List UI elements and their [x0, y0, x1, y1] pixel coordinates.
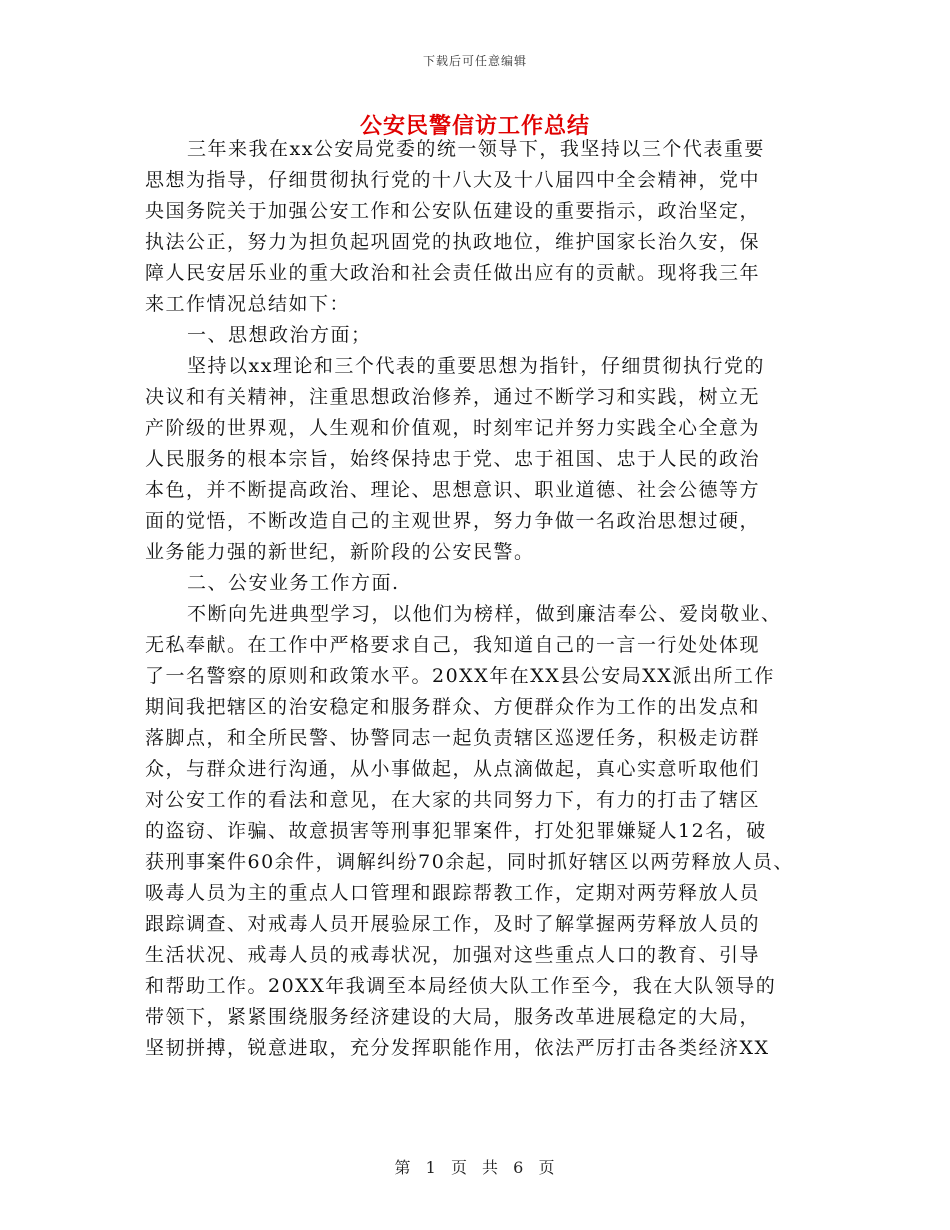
body-line: 跟踪调查、对戒毒人员开展验尿工作，及时了解掌握两劳释放人员的: [145, 913, 761, 935]
total-pages-number: 6: [513, 1158, 525, 1177]
page-label-suffix: 页: [538, 1158, 556, 1177]
body-line: 执法公正，努力为担负起巩固党的执政地位，维护国家长治久安，保: [145, 231, 761, 253]
body-line: 三年来我在xx公安局党委的统一领导下，我坚持以三个代表重要: [187, 138, 765, 160]
body-line: 来工作情况总结如下：: [145, 293, 351, 315]
document-title: 公安民警信访工作总结: [359, 113, 590, 139]
body-line: 生活状况、戒毒人员的戒毒状况，加强对这些重点人口的教育、引导: [145, 944, 761, 966]
document-body: [145, 134, 835, 1064]
body-line: 不断向先进典型学习，以他们为榜样，做到廉洁奉公、爱岗敬业、: [187, 603, 782, 625]
body-line: 面的觉悟，不断改造自己的主观世界，努力争做一名政治思想过硬，: [145, 510, 761, 532]
body-line: 带领下，紧紧围绕服务经济建设的大局，服务改革进展稳定的大局，: [145, 1006, 761, 1028]
body-line: 的盗窃、诈骗、故意损害等刑事犯罪案件，打处犯罪嫌疑人12名，破: [145, 820, 767, 842]
total-label: 共: [482, 1158, 500, 1177]
body-line: 和帮助工作。20XX年我调至本局经侦大队工作至今，我在大队领导的: [145, 975, 777, 997]
page-footer: [0, 1155, 950, 1178]
body-line: 思想为指导，仔细贯彻执行党的十八大及十八届四中全会精神，党中: [145, 169, 761, 191]
body-line: 央国务院关于加强公安工作和公安队伍建设的重要指示，政治坚定，: [145, 200, 761, 222]
body-line: 坚持以xx理论和三个代表的重要思想为指针，仔细贯彻执行党的: [187, 355, 765, 377]
body-line: 了一名警察的原则和政策水平。20XX年在XX县公安局XX派出所工作: [145, 665, 775, 687]
body-line: 获刑事案件60余件，调解纠纷70余起，同时抓好辖区以两劳释放人员、: [145, 851, 794, 873]
body-line: 决议和有关精神，注重思想政治修养，通过不断学习和实践，树立无: [145, 386, 761, 408]
body-line: 一、思想政治方面；: [187, 324, 372, 346]
body-line: 期间我把辖区的治安稳定和服务群众、方便群众作为工作的出发点和: [145, 696, 761, 718]
body-line: 二、公安业务工作方面.: [187, 572, 400, 594]
body-line: 对公安工作的看法和意见，在大家的共同努力下，有力的打击了辖区: [145, 789, 761, 811]
body-line: 无私奉献。在工作中严格要求自己，我知道自己的一言一行处处体现: [145, 634, 761, 656]
body-line: 产阶级的世界观，人生观和价值观，时刻牢记并努力实践全心全意为: [145, 417, 761, 439]
body-line: 落脚点，和全所民警、协警同志一起负责辖区巡逻任务，积极走访群: [145, 727, 761, 749]
body-line: 坚韧拼搏，锐意进取，充分发挥职能作用，依法严厉打击各类经济XX: [145, 1037, 770, 1059]
page-label-mid: 页: [450, 1158, 468, 1177]
body-line: 吸毒人员为主的重点人口管理和跟踪帮教工作，定期对两劳释放人员: [145, 882, 761, 904]
header-note: 下载后可任意编辑: [422, 54, 527, 68]
body-line: 业务能力强的新世纪，新阶段的公安民警。: [145, 541, 535, 563]
body-line: 众，与群众进行沟通，从小事做起，从点滴做起，真心实意听取他们: [145, 758, 761, 780]
body-line: 人民服务的根本宗旨，始终保持忠于党、忠于祖国、忠于人民的政治: [145, 448, 761, 470]
body-line: 本色，并不断提高政治、理论、思想意识、职业道德、社会公德等方: [145, 479, 761, 501]
page-label-prefix: 第: [394, 1158, 412, 1177]
current-page-number: 1: [425, 1158, 437, 1177]
body-line: 障人民安居乐业的重大政治和社会责任做出应有的贡献。现将我三年: [145, 262, 761, 284]
